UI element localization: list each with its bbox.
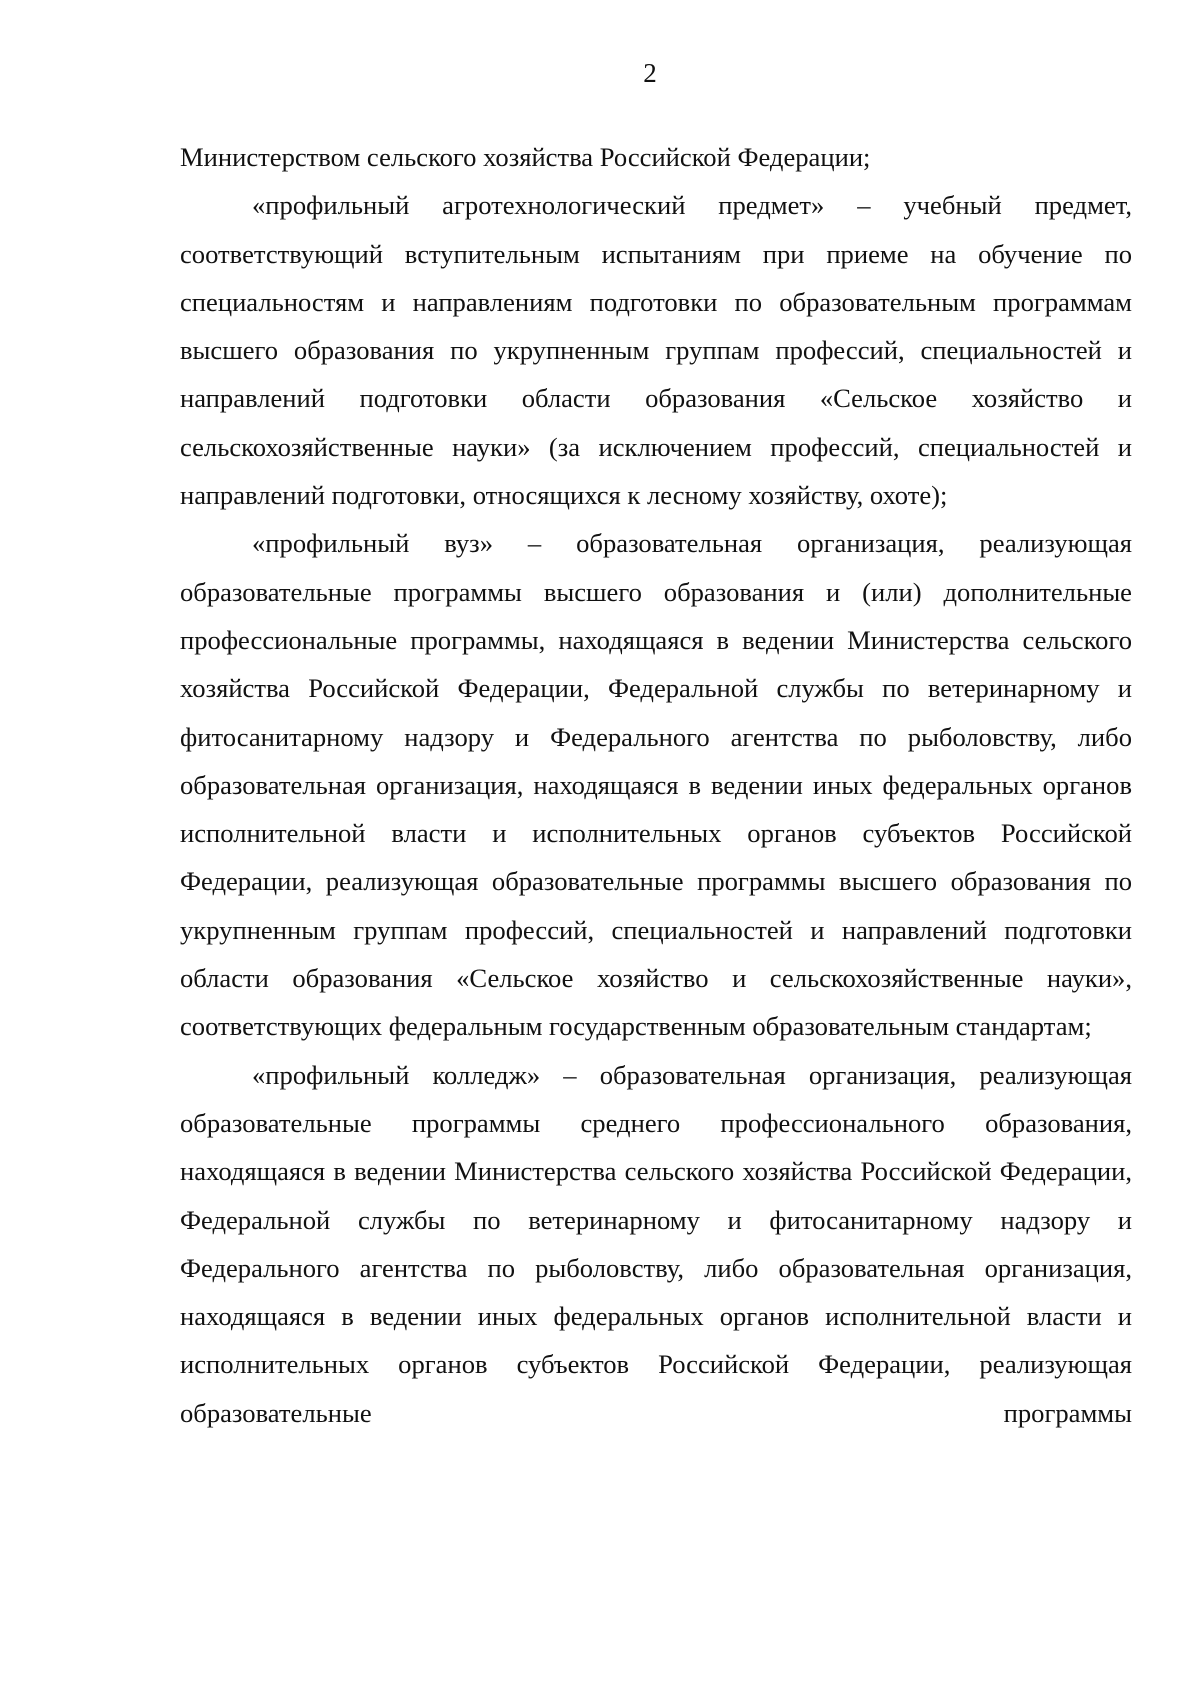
page-number: 2 xyxy=(643,58,657,88)
paragraph-definition-university: «профильный вуз» – образовательная организация, реализующая образовательные программы высшего образования и (или) дополнительные профессиональные программы, находящаяся в ведении Министерства сельского хозяйства Российской Федерации, Федеральной службы по ветеринарному и фитосанитарному надзору и Федерального агентства по рыболовству, либо образовательная организация, находящаяся в ведении иных федеральных органов исполнительной власти и исполнительных органов субъектов Российской Федерации, реализующая образовательные программы высшего образования по укрупненным группам профессий, специальностей и направлений подготовки области образования «Сельское хозяйство и сельскохозяйственные науки», соответствующих федеральным государственным образовательным стандартам; xyxy=(180,528,1132,1042)
document-body xyxy=(180,133,1132,1437)
paragraph-definition-subject: «профильный агротехнологический предмет» – учебный предмет, соответствующий вступительным испытаниям при приеме на обучение по специальностям и направлениям подготовки по образовательным программам высшего образования по укрупненным группам профессий, специальностей и направлений подготовки области образования «Сельское хозяйство и сельскохозяйственные науки» (за исключением профессий, специальностей и направлений подготовки, относящихся к лесному хозяйству, охоте); xyxy=(180,190,1132,511)
paragraph-continuation: Министерством сельского хозяйства Российской Федерации; xyxy=(180,142,871,172)
paragraph-definition-college: «профильный колледж» – образовательная организация, реализующая образовательные программы среднего профессионального образования, находящаяся в ведении Министерства сельского хозяйства Российской Федерации, Федеральной службы по ветеринарному и фитосанитарному надзору и Федерального агентства по рыболовству, либо образовательная организация, находящаяся в ведении иных федеральных органов исполнительной власти и исполнительных органов субъектов Российской Федерации, реализующая образовательные программы xyxy=(180,1059,1132,1428)
